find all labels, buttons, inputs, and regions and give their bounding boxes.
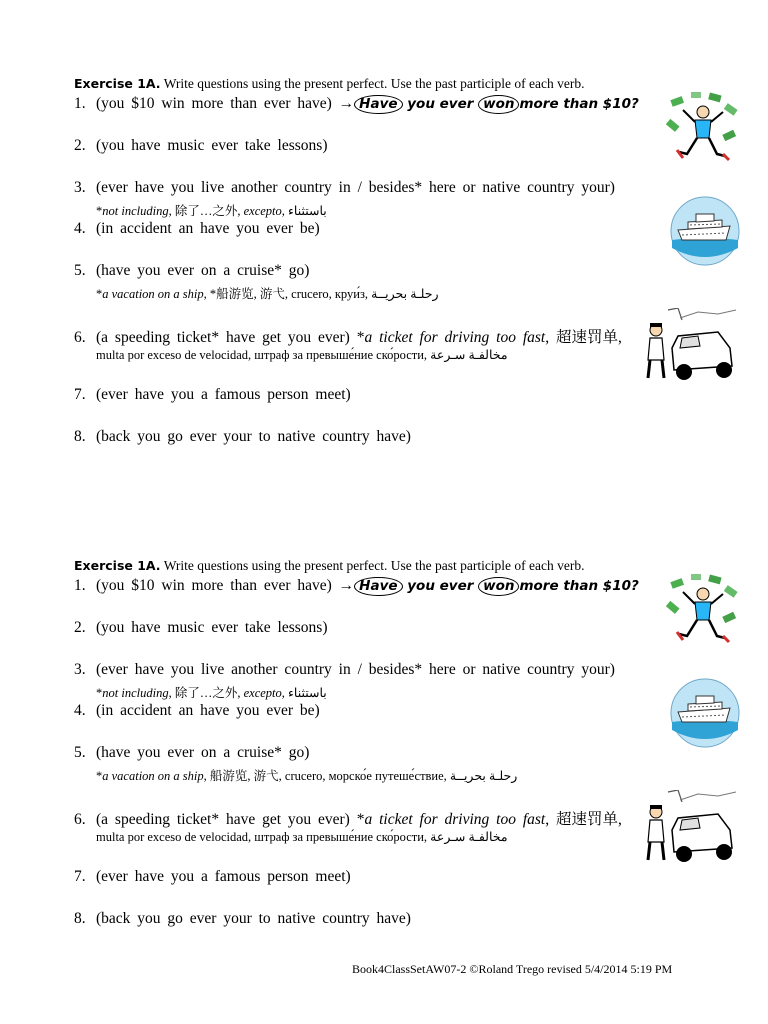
- item-prompt: (in accident an have you ever be): [96, 220, 320, 237]
- cruise-ship-icon: [668, 678, 742, 748]
- exercise-instruction: Write questions using the present perfect. Use the past participle of each verb.: [163, 558, 585, 573]
- footnote-6: multa por exceso de velocidad, штраф за превыше́ние ско́рости, مخالفـة سـرعة: [96, 348, 508, 362]
- star: *: [96, 686, 103, 700]
- item-number: 5.: [74, 262, 86, 279]
- star: *: [96, 769, 103, 783]
- note-italic: a ticket for driving too fast: [364, 329, 546, 346]
- item-prompt: (ever have you a famous person meet): [96, 868, 351, 885]
- answer-text-end: more than $10?: [519, 578, 639, 594]
- item-prompt: (have you ever on a cruise* go): [96, 262, 310, 279]
- example-answer: [354, 578, 639, 594]
- police-car-icon: [638, 308, 738, 388]
- exercise-title: [74, 76, 585, 92]
- item-number: 1.: [74, 577, 86, 594]
- note-italic: a vacation on a ship: [102, 769, 204, 783]
- footnote-5: [96, 766, 517, 784]
- arrow-icon: →: [338, 577, 355, 594]
- note-italic-2: excepto: [243, 686, 282, 700]
- item-prompt: (you have music ever take lessons): [96, 619, 328, 636]
- note-text-2: , باستثناء: [281, 204, 327, 218]
- example-answer: [354, 96, 639, 112]
- note-text: , 除了…之外,: [168, 686, 244, 700]
- item-number: 7.: [74, 868, 86, 885]
- item-prompt: (ever have you live another country in / besides* here or native country your): [96, 179, 615, 196]
- item-number: 6.: [74, 329, 86, 346]
- item-number: 4.: [74, 702, 86, 719]
- circled-word-have: Have: [354, 95, 402, 114]
- note-italic: not including: [102, 686, 169, 700]
- exercise-label: Exercise 1A.: [74, 558, 161, 573]
- cruise-ship-icon: [668, 196, 742, 266]
- page-footer: Book4ClassSetAW07-2 ©Roland Trego revised 5/4/2014 5:19 PM: [352, 962, 673, 976]
- item-number: 3.: [74, 179, 86, 196]
- item-6: [74, 325, 622, 347]
- item-6: [74, 807, 622, 829]
- footnote-3: [96, 201, 327, 219]
- item-prompt: (back you go ever your to native country have): [96, 428, 411, 445]
- exercise-block-bottom: [0, 482, 768, 982]
- item-2: [74, 137, 328, 155]
- circled-word-won: won: [478, 577, 519, 596]
- item-number: 7.: [74, 386, 86, 403]
- item-prompt: (in accident an have you ever be): [96, 702, 320, 719]
- money-man-icon: [665, 574, 741, 648]
- item-prompt: (a speeding ticket* have get you ever) *: [96, 329, 365, 346]
- exercise-instruction: Write questions using the present perfect. Use the past participle of each verb.: [163, 76, 585, 91]
- item-8: [74, 428, 411, 446]
- answer-text: you ever: [407, 578, 474, 594]
- item-5: [74, 744, 309, 762]
- money-man-icon: [665, 92, 741, 166]
- item-4: [74, 220, 320, 238]
- note-text: , 船游览, 游弋, crucero, морско́е путеше́ствие, رحلـة بحريــة: [203, 769, 518, 783]
- answer-text: you ever: [407, 96, 474, 112]
- police-car-icon: [638, 790, 738, 870]
- item-2: [74, 619, 328, 637]
- answer-text-end: more than $10?: [519, 96, 639, 112]
- item-prompt: (you $10 win more than ever have): [96, 577, 332, 594]
- item-prompt: (you $10 win more than ever have): [96, 95, 332, 112]
- item-prompt: (ever have you live another country in / besides* here or native country your): [96, 661, 615, 678]
- item-prompt: (a speeding ticket* have get you ever) *: [96, 811, 365, 828]
- item-number: 8.: [74, 910, 86, 927]
- item-4: [74, 702, 320, 720]
- item-7: [74, 386, 351, 404]
- circled-word-won: won: [478, 95, 519, 114]
- note-text-2: , باستثناء: [281, 686, 327, 700]
- item-number: 2.: [74, 619, 86, 636]
- note-text: , 除了…之外,: [168, 204, 244, 218]
- item-8: [74, 910, 411, 928]
- note-italic: not including: [102, 204, 169, 218]
- item-3: [74, 661, 615, 679]
- footnote-3: [96, 683, 327, 701]
- note-italic: a vacation on a ship: [102, 287, 204, 301]
- footnote-6: multa por exceso de velocidad, штраф за превыше́ние ско́рости, مخالفـة سـرعة: [96, 830, 508, 844]
- item-prompt: (ever have you a famous person meet): [96, 386, 351, 403]
- item-number: 8.: [74, 428, 86, 445]
- item-3: [74, 179, 615, 197]
- note-italic-2: excepto: [243, 204, 282, 218]
- footnote-5: [96, 284, 439, 302]
- circled-word-have: Have: [354, 577, 402, 596]
- note-text: , *船游览, 游弋, crucero, круи́з, رحلـة بحريــة: [203, 287, 439, 301]
- note-text: , 超速罚单,: [545, 811, 622, 828]
- item-prompt: (you have music ever take lessons): [96, 137, 328, 154]
- note-italic: a ticket for driving too fast: [364, 811, 546, 828]
- arrow-icon: →: [338, 95, 355, 112]
- item-number: 6.: [74, 811, 86, 828]
- item-1: [74, 577, 639, 596]
- exercise-block-top: [0, 0, 768, 500]
- item-number: 3.: [74, 661, 86, 678]
- item-number: 5.: [74, 744, 86, 761]
- item-1: [74, 95, 639, 114]
- exercise-label: Exercise 1A.: [74, 76, 161, 91]
- item-prompt: (back you go ever your to native country have): [96, 910, 411, 927]
- item-number: 4.: [74, 220, 86, 237]
- star: *: [96, 287, 103, 301]
- item-number: 2.: [74, 137, 86, 154]
- exercise-title: [74, 558, 585, 574]
- item-prompt: (have you ever on a cruise* go): [96, 744, 310, 761]
- item-7: [74, 868, 351, 886]
- item-5: [74, 262, 309, 280]
- star: *: [96, 204, 103, 218]
- item-number: 1.: [74, 95, 86, 112]
- note-text: , 超速罚单,: [545, 329, 622, 346]
